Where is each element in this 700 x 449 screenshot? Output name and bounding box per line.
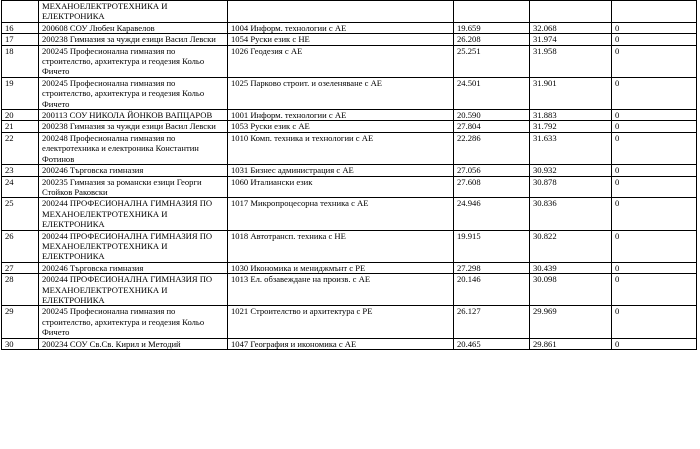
rank-cell: 19 [2, 77, 39, 109]
extra-cell: 0 [612, 262, 697, 273]
school-cell: 200234 СОУ Св.Св. Кирил и Методий [39, 338, 228, 349]
table-row [2, 22, 697, 33]
score1-cell: 22.286 [454, 132, 530, 164]
school-cell: 200608 СОУ Любен Каравелов [39, 22, 228, 33]
rank-cell: 17 [2, 34, 39, 45]
extra-cell: 0 [612, 198, 697, 230]
score1-cell: 19.915 [454, 230, 530, 262]
profile-cell: 1053 Руски език с АЕ [228, 121, 454, 132]
profile-cell: 1060 Италиански език [228, 176, 454, 198]
rank-cell: 23 [2, 165, 39, 176]
extra-cell: 0 [612, 230, 697, 262]
ranking-sheet [1, 0, 696, 350]
rank-cell: 22 [2, 132, 39, 164]
profile-cell: 1010 Комп. техника и технологии с АЕ [228, 132, 454, 164]
profile-cell: 1004 Информ. технологии с АЕ [228, 22, 454, 33]
score1-cell: 20.465 [454, 338, 530, 349]
profile-cell: 1001 Информ. технологии с АЕ [228, 110, 454, 121]
table-row [2, 338, 697, 349]
score1-cell: 27.298 [454, 262, 530, 273]
school-cell: 200246 Търговска гимназия [39, 262, 228, 273]
rank-cell: 25 [2, 198, 39, 230]
score1-cell: 20.590 [454, 110, 530, 121]
table-row [2, 165, 697, 176]
rank-cell [2, 1, 39, 23]
school-cell: 200245 Професионална гимназия по строителство, архитектура и геодезия Кольо Фичето [39, 306, 228, 338]
score2-cell: 29.861 [530, 338, 612, 349]
score2-cell: 31.958 [530, 45, 612, 77]
profile-cell: 1026 Геодезия с АЕ [228, 45, 454, 77]
rank-cell: 28 [2, 274, 39, 306]
score1-cell: 26.127 [454, 306, 530, 338]
rank-cell: 18 [2, 45, 39, 77]
ranking-table [1, 0, 697, 350]
table-row-fragment [2, 1, 697, 23]
score2-cell: 30.878 [530, 176, 612, 198]
score1-cell: 20.146 [454, 274, 530, 306]
score2-cell: 32.068 [530, 22, 612, 33]
table-row [2, 274, 697, 306]
score2-cell: 30.932 [530, 165, 612, 176]
profile-cell: 1030 Икономика и мениджмънт с РЕ [228, 262, 454, 273]
extra-cell: 0 [612, 306, 697, 338]
score2-cell: 29.969 [530, 306, 612, 338]
table-row [2, 306, 697, 338]
score1-cell: 24.501 [454, 77, 530, 109]
extra-cell: 0 [612, 77, 697, 109]
school-cell: 200248 Професионална гимназия по електротехника и електроника Константин Фотинов [39, 132, 228, 164]
table-row [2, 45, 697, 77]
score2-cell: 30.439 [530, 262, 612, 273]
table-row [2, 176, 697, 198]
table-row [2, 262, 697, 273]
profile-cell: 1031 Бизнес администрация с АЕ [228, 165, 454, 176]
extra-cell: 0 [612, 165, 697, 176]
school-cell: 200246 Търговска гимназия [39, 165, 228, 176]
profile-cell: 1021 Строителство и архитектура с РЕ [228, 306, 454, 338]
score1-cell: 24.946 [454, 198, 530, 230]
rank-cell: 26 [2, 230, 39, 262]
extra-cell: 0 [612, 34, 697, 45]
profile-cell [228, 1, 454, 23]
table-row [2, 121, 697, 132]
score1-cell: 27.056 [454, 165, 530, 176]
table-row [2, 198, 697, 230]
score2-cell: 31.883 [530, 110, 612, 121]
score2-cell: 31.792 [530, 121, 612, 132]
school-cell: 200113 СОУ НИКОЛА ЙОНКОВ ВАПЦАРОВ [39, 110, 228, 121]
table-row [2, 132, 697, 164]
rank-cell: 27 [2, 262, 39, 273]
extra-cell: 0 [612, 132, 697, 164]
score1-cell [454, 1, 530, 23]
extra-cell: 0 [612, 176, 697, 198]
score2-cell: 31.974 [530, 34, 612, 45]
extra-cell [612, 1, 697, 23]
rank-cell: 20 [2, 110, 39, 121]
school-cell: 200244 ПРОФЕСИОНАЛНА ГИМНАЗИЯ ПО МЕХАНОЕЛЕКТРОТЕХНИКА И ЕЛЕКТРОНИКА [39, 230, 228, 262]
profile-cell: 1013 Ел. обзавеждане на произв. с АЕ [228, 274, 454, 306]
score1-cell: 27.804 [454, 121, 530, 132]
school-cell: 200244 ПРОФЕСИОНАЛНА ГИМНАЗИЯ ПО МЕХАНОЕЛЕКТРОТЕХНИКА И ЕЛЕКТРОНИКА [39, 198, 228, 230]
school-cell: 200244 ПРОФЕСИОНАЛНА ГИМНАЗИЯ ПО МЕХАНОЕЛЕКТРОТЕХНИКА И ЕЛЕКТРОНИКА [39, 274, 228, 306]
school-cell: МЕХАНОЕЛЕКТРОТЕХНИКА И ЕЛЕКТРОНИКА [39, 1, 228, 23]
profile-cell: 1017 Микропроцесорна техника с АЕ [228, 198, 454, 230]
score2-cell: 30.836 [530, 198, 612, 230]
extra-cell: 0 [612, 110, 697, 121]
school-cell: 200235 Гимназия за романски езици Георги Стойков Раковски [39, 176, 228, 198]
profile-cell: 1047 География и икономика с АЕ [228, 338, 454, 349]
school-cell: 200245 Професионална гимназия по строителство, архитектура и геодезия Кольо Фичето [39, 77, 228, 109]
rank-cell: 30 [2, 338, 39, 349]
rank-cell: 29 [2, 306, 39, 338]
profile-cell: 1054 Руски език с НЕ [228, 34, 454, 45]
score1-cell: 26.208 [454, 34, 530, 45]
profile-cell: 1025 Парково строит. и озеленяване с АЕ [228, 77, 454, 109]
score2-cell: 31.633 [530, 132, 612, 164]
rank-cell: 16 [2, 22, 39, 33]
extra-cell: 0 [612, 22, 697, 33]
score1-cell: 19.659 [454, 22, 530, 33]
score2-cell: 30.822 [530, 230, 612, 262]
extra-cell: 0 [612, 338, 697, 349]
score2-cell [530, 1, 612, 23]
table-row [2, 77, 697, 109]
score2-cell: 30.098 [530, 274, 612, 306]
profile-cell: 1018 Автотрансп. техника с НЕ [228, 230, 454, 262]
extra-cell: 0 [612, 274, 697, 306]
school-cell: 200238 Гимназия за чужди езици Васил Левски [39, 121, 228, 132]
school-cell: 200238 Гимназия за чужди езици Васил Левски [39, 34, 228, 45]
score1-cell: 27.608 [454, 176, 530, 198]
rank-cell: 24 [2, 176, 39, 198]
rank-cell: 21 [2, 121, 39, 132]
table-row [2, 110, 697, 121]
extra-cell: 0 [612, 45, 697, 77]
table-row [2, 230, 697, 262]
score2-cell: 31.901 [530, 77, 612, 109]
school-cell: 200245 Професионална гимназия по строителство, архитектура и геодезия Кольо Фичето [39, 45, 228, 77]
score1-cell: 25.251 [454, 45, 530, 77]
extra-cell: 0 [612, 121, 697, 132]
table-row [2, 34, 697, 45]
